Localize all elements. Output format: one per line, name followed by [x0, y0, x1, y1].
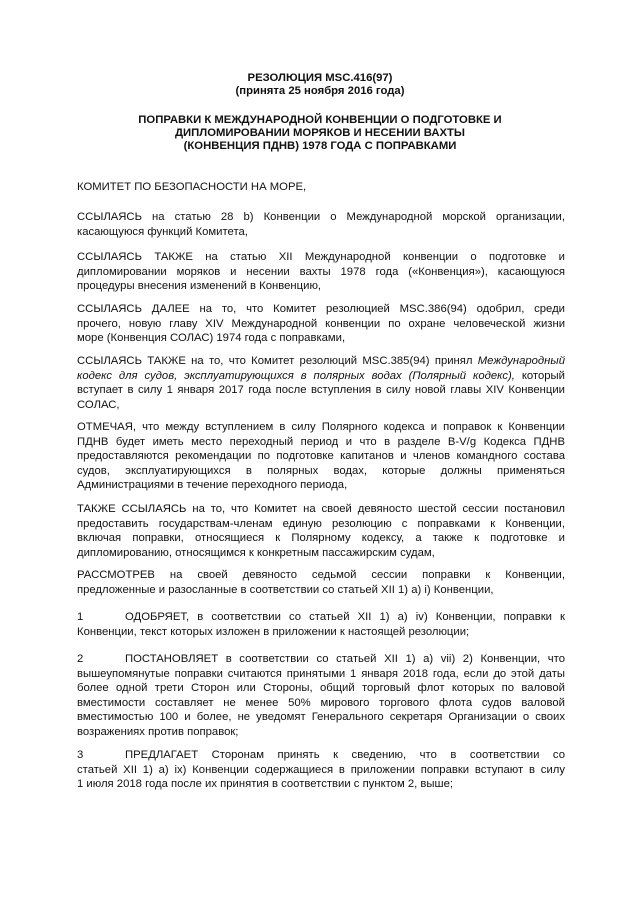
document-title: [0, 114, 640, 153]
item-number: 2: [77, 653, 84, 665]
title-line-3: (КОНВЕНЦИЯ ПДНВ) 1978 ГОДА С ПОПРАВКАМИ: [183, 140, 457, 152]
resolution-header: [0, 72, 640, 98]
paragraph-noting: ОТМЕЧАЯ, что между вступлением в силу Полярного кодекса и поправок к Конвенции ПДНВ будет иметь место переходный период и что в разделе B-V/g Кодекса ПДНВ предоставляются рекомендации по подготовке капитанов и членов командного состава судов, эксплуатирующихся в полярных водах, которые должны применяться Администрациями в течение переходного периода,: [77, 421, 565, 492]
operative-item-2: 2 ПОСТАНОВЛЯЕТ в соответствии со статьей XII 1) a) vii) 2) Конвенции, что вышеупомянутые поправки считаются принятыми 1 января 2018 года, если до этой даты более одной трети Сторон или Стороны, общий торговый флот которых по валовой вместимости составляет не менее 50% мирового торгового флота судов валовой вместимостью 100 и более, не уведомят Генерального секретаря Организации о своих возражениях против поправок;: [77, 653, 565, 738]
item-number: 3: [77, 749, 84, 761]
paragraph-recalling: ССЫЛАЯСЬ на статью 28 b) Конвенции о Международной морской организации, касающуюся функций Комитета,: [77, 211, 565, 238]
polar-code-title-part1: Международный: [477, 355, 565, 367]
operative-item-1: 1 ОДОБРЯЕТ, в соответствии со статьей XII 1) a) iv) Конвенции, поправки к Конвенции, текст которых изложен в приложении к настоящей резолюции;: [77, 611, 565, 638]
paragraph-recalling-sessions: ТАКЖЕ ССЫЛАЯСЬ на то, что Комитет на своей девяносто шестой сессии постановил предоставить государствам-членам единую резолюцию с поправками к Конвенции, включая поправки, относящиеся к Полярному кодексу, а также к подготовке и дипломированию, относящимся к конкретным пассажирским судам,: [77, 503, 565, 559]
adoption-date: (принята 25 ноября 2016 года): [235, 85, 405, 97]
committee-line: КОМИТЕТ ПО БЕЗОПАСНОСТИ НА МОРЕ,: [77, 181, 307, 193]
paragraph-recalling-further: ССЫЛАЯСЬ ДАЛЕЕ на то, что Комитет резолюцией MSC.386(94) одобрил, среди прочего, новую главу XIV Международной конвенции по охране человеческой жизни море (Конвенция СОЛАС) 1974 года с поправками,: [77, 303, 565, 345]
operative-item-3: 3 ПРЕДЛАГАЕТ Сторонам принять к сведению, что в соответствии со статьей XII 1) a) ix) Конвенции содержащиеся в приложении поправки вступают в силу 1 июля 2018 года после их принятия в соответствии с пунктом 2, выше;: [77, 749, 565, 791]
polar-code-title-part2: кодекс для судов, эксплуатирующихся в полярных водах (Полярный кодекс),: [77, 369, 515, 382]
paragraph-recalling-also: ССЫЛАЯСЬ ТАКЖЕ на статью XII Международной конвенции о подготовке и дипломировании моряков и несении вахты 1978 года («Конвенция»), касающуюся процедуры внесения изменений в Конвенцию,: [77, 251, 565, 293]
paragraph-having-considered: РАССМОТРЕВ на своей девяносто седьмой сессии поправки к Конвенции, предложенные и разосланные в соответствии со статьей XII 1) a) i) Конвенции,: [77, 569, 565, 596]
resolution-number: РЕЗОЛЮЦИЯ MSC.416(97): [247, 72, 393, 84]
title-line-1: ПОПРАВКИ К МЕЖДУНАРОДНОЙ КОНВЕНЦИИ О ПОДГОТОВКЕ И: [138, 114, 502, 126]
title-line-2: ДИПЛОМИРОВАНИИ МОРЯКОВ И НЕСЕНИИ ВАХТЫ: [175, 127, 465, 139]
item-number: 1: [77, 611, 84, 623]
paragraph-polar-code: ССЫЛАЯСЬ ТАКЖЕ на то, что Комитет резолюций MSC.385(94) принял Международный кодекс для судов, эксплуатирующихся в полярных водах (Полярный кодекс), который вступает в силу 1 января 2017 года после вступления в силу новой главы XIV Конвенции СОЛАС,: [77, 355, 565, 411]
